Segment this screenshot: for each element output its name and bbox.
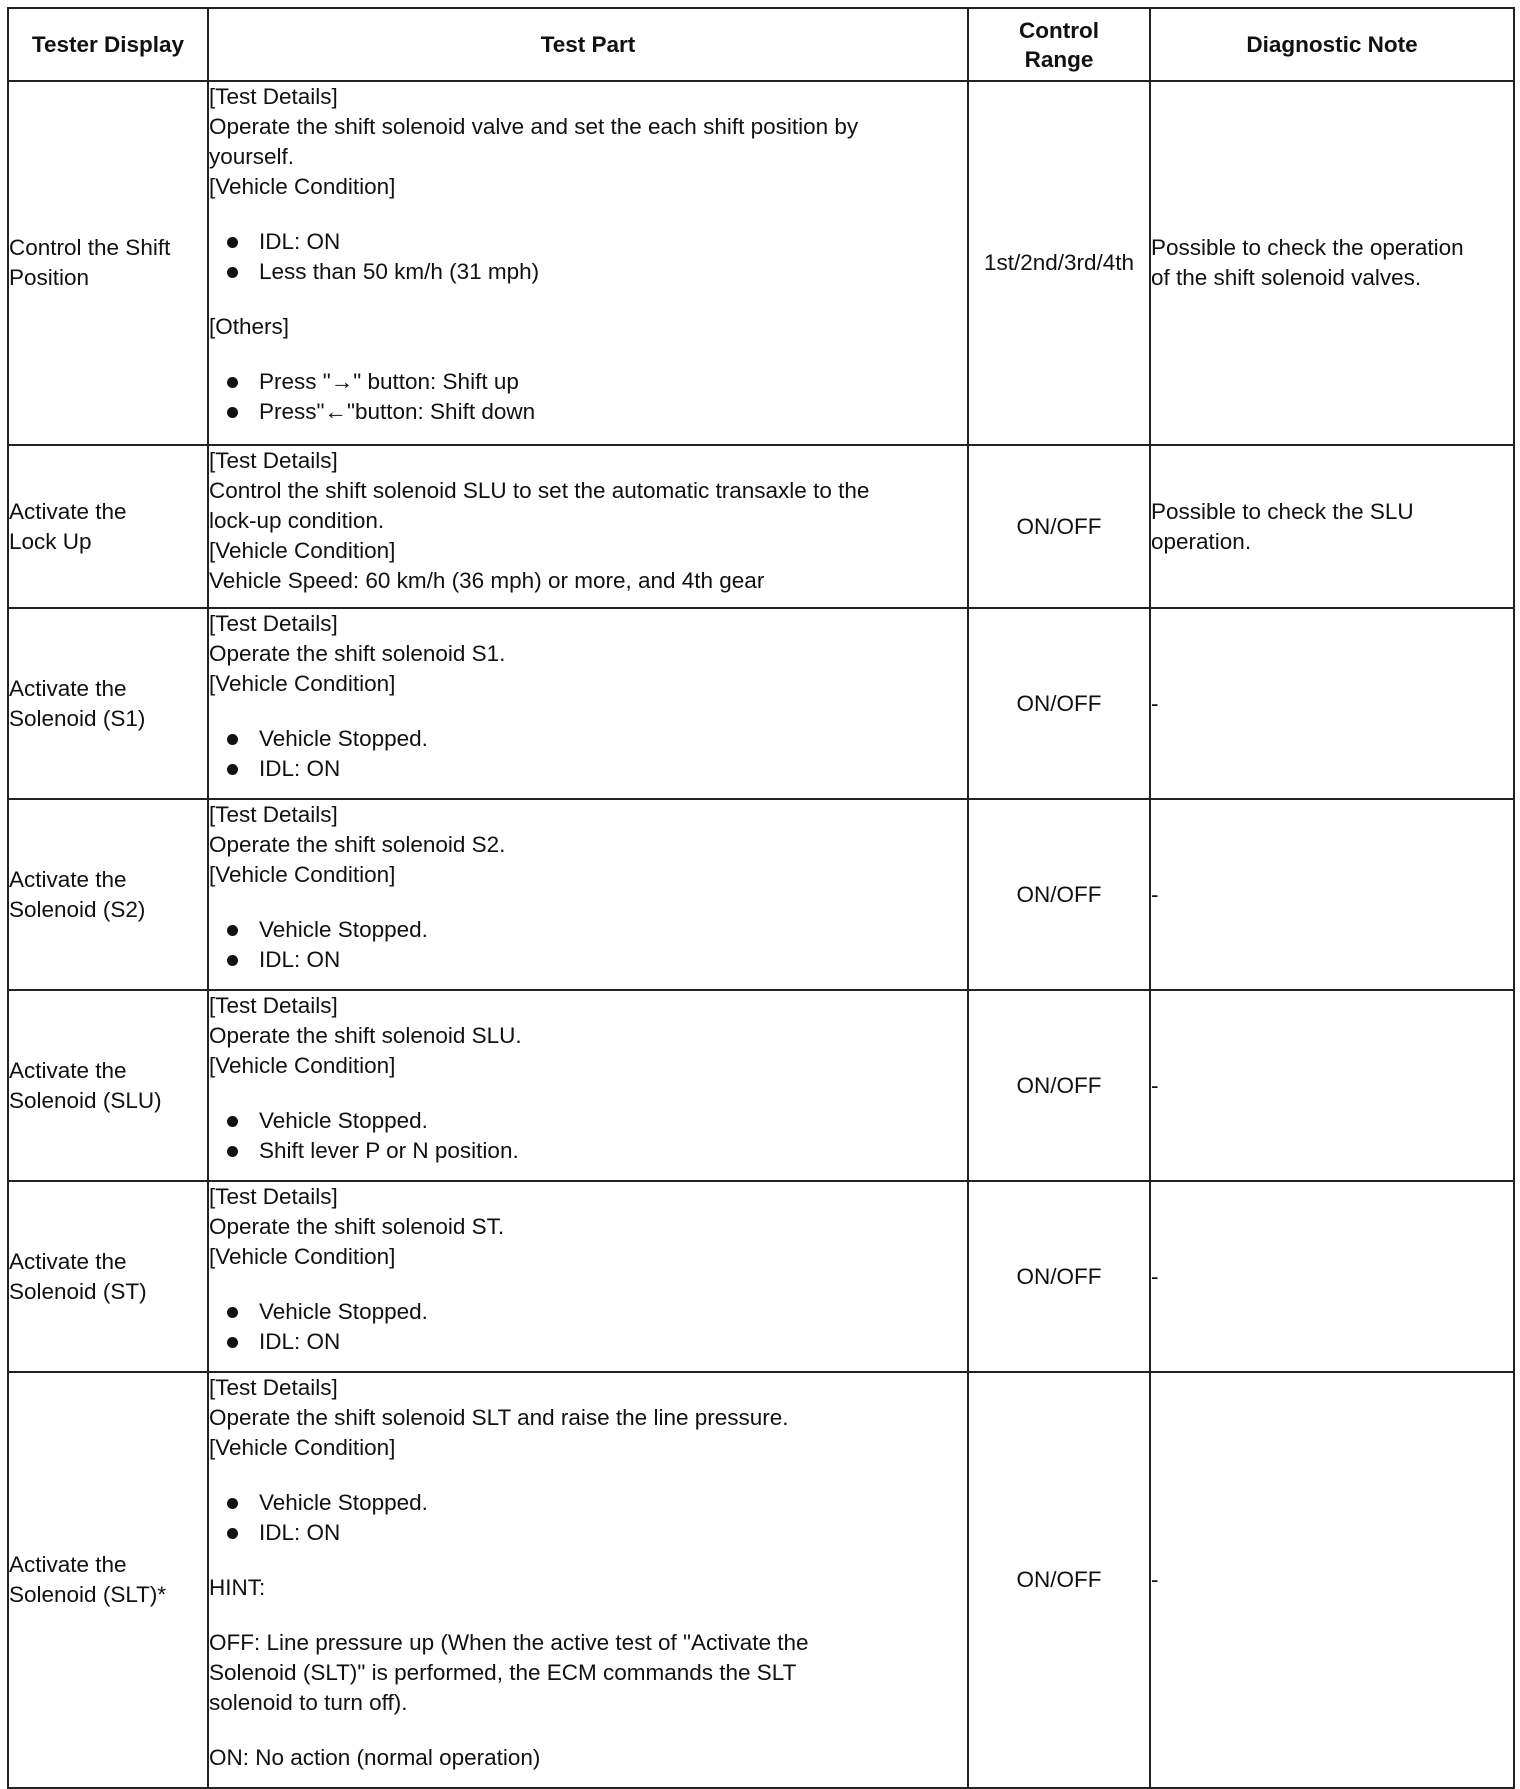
test-part-cell xyxy=(208,608,968,799)
diagnostic-note-cell: - xyxy=(1150,1372,1514,1788)
others-list xyxy=(209,367,967,427)
bullet-icon xyxy=(227,1498,238,1509)
tester-display-line: Lock Up xyxy=(9,528,92,554)
header-diagnostic-note: Diagnostic Note xyxy=(1150,8,1514,81)
test-part-cell xyxy=(208,81,968,445)
control-range-cell: 1st/2nd/3rd/4th xyxy=(968,81,1150,445)
table-row xyxy=(8,445,1514,608)
table-row xyxy=(8,1181,1514,1372)
table-header-row xyxy=(8,8,1514,81)
header-control-range xyxy=(968,8,1150,81)
condition-text: IDL: ON xyxy=(259,1520,341,1545)
condition-list xyxy=(209,1297,967,1357)
bullet-icon xyxy=(227,955,238,966)
list-item xyxy=(209,1106,967,1136)
test-details-text: Operate the shift solenoid SLT and raise the line pressure. xyxy=(209,1405,789,1430)
test-part-cell xyxy=(208,1372,968,1788)
tester-display-line: Solenoid (SLT)* xyxy=(9,1582,167,1607)
vehicle-condition-label: [Vehicle Condition] xyxy=(209,538,396,563)
test-details-text: Operate the shift solenoid SLU. xyxy=(209,1023,522,1048)
diagnostic-note-cell: - xyxy=(1150,608,1514,799)
test-part-cell xyxy=(208,1181,968,1372)
tester-display-cell xyxy=(8,81,208,445)
test-details-text: Control the shift solenoid SLU to set the automatic transaxle to the xyxy=(209,478,870,503)
bullet-icon xyxy=(227,1116,238,1127)
list-item xyxy=(209,397,967,427)
diagnostic-note-cell: - xyxy=(1150,799,1514,990)
list-item xyxy=(209,257,967,287)
test-details-label: [Test Details] xyxy=(209,1184,338,1209)
bullet-icon xyxy=(227,237,238,248)
header-test-part: Test Part xyxy=(208,8,968,81)
condition-text: Vehicle Stopped. xyxy=(259,1299,428,1324)
vehicle-condition-label: [Vehicle Condition] xyxy=(209,1053,396,1078)
diagnostic-note-line: Possible to check the SLU xyxy=(1151,498,1414,524)
condition-text: Vehicle Speed: 60 km/h (36 mph) or more, and 4th gear xyxy=(209,568,765,593)
test-details-label: [Test Details] xyxy=(209,448,338,473)
others-label: [Others] xyxy=(209,314,290,339)
tester-display-line: Control the Shift xyxy=(9,235,171,260)
test-part-cell xyxy=(208,799,968,990)
condition-text: Shift lever P or N position. xyxy=(259,1138,519,1163)
diagnostic-note-cell xyxy=(1150,445,1514,608)
bullet-icon xyxy=(227,267,238,278)
tester-display-line: Activate the xyxy=(9,866,127,892)
table-row xyxy=(8,990,1514,1181)
test-details-text: yourself. xyxy=(209,144,295,169)
table-row xyxy=(8,799,1514,990)
tester-display-line: Solenoid (S1) xyxy=(9,705,146,731)
table-row xyxy=(8,81,1514,445)
header-control-range-line2: Range xyxy=(1024,46,1094,72)
test-details-label: [Test Details] xyxy=(209,802,338,827)
bullet-icon xyxy=(227,407,238,418)
tester-display-line: Solenoid (ST) xyxy=(9,1278,147,1304)
tester-display-cell xyxy=(8,1181,208,1372)
control-range-cell: ON/OFF xyxy=(968,608,1150,799)
bullet-icon xyxy=(227,377,238,388)
list-item xyxy=(209,915,967,945)
list-item xyxy=(209,1136,967,1166)
test-details-text: Operate the shift solenoid ST. xyxy=(209,1214,505,1239)
tester-display-cell xyxy=(8,1372,208,1788)
condition-list xyxy=(209,1106,967,1166)
tester-display-cell xyxy=(8,608,208,799)
vehicle-condition-label: [Vehicle Condition] xyxy=(209,862,396,887)
test-details-label: [Test Details] xyxy=(209,1375,338,1400)
list-item xyxy=(209,1518,967,1548)
vehicle-condition-label: [Vehicle Condition] xyxy=(209,1435,396,1460)
bullet-icon xyxy=(227,925,238,936)
others-text: Press "→" button: Shift up xyxy=(259,369,519,394)
bullet-icon xyxy=(227,1528,238,1539)
tester-display-line: Solenoid (SLU) xyxy=(9,1087,162,1113)
hint-on-text: ON: No action (normal operation) xyxy=(209,1745,541,1770)
list-item xyxy=(209,724,967,754)
header-tester-display: Tester Display xyxy=(8,8,208,81)
vehicle-condition-label: [Vehicle Condition] xyxy=(209,174,396,199)
condition-text: IDL: ON xyxy=(259,947,341,972)
control-range-cell: ON/OFF xyxy=(968,990,1150,1181)
test-details-label: [Test Details] xyxy=(209,84,338,109)
tester-display-line: Activate the xyxy=(9,498,127,524)
test-details-text: Operate the shift solenoid valve and set the each shift position by xyxy=(209,114,859,139)
test-details-text: Operate the shift solenoid S1. xyxy=(209,641,506,666)
tester-display-line: Solenoid (S2) xyxy=(9,896,146,922)
list-item xyxy=(209,367,967,397)
list-item xyxy=(209,1327,967,1357)
table-row xyxy=(8,608,1514,799)
tester-display-cell xyxy=(8,445,208,608)
vehicle-condition-label: [Vehicle Condition] xyxy=(209,1244,396,1269)
test-details-label: [Test Details] xyxy=(209,993,338,1018)
list-item xyxy=(209,1297,967,1327)
bullet-icon xyxy=(227,1307,238,1318)
header-control-range-line1: Control xyxy=(1019,17,1099,43)
vehicle-condition-label: [Vehicle Condition] xyxy=(209,671,396,696)
table-row xyxy=(8,1372,1514,1788)
tester-display-line: Position xyxy=(9,265,90,290)
hint-label: HINT: xyxy=(209,1575,266,1600)
bullet-icon xyxy=(227,1146,238,1157)
control-range-cell: ON/OFF xyxy=(968,445,1150,608)
tester-display-line: Activate the xyxy=(9,1552,127,1577)
diagnostic-note-line: Possible to check the operation xyxy=(1151,235,1464,260)
hint-off-text: Solenoid (SLT)" is performed, the ECM commands the SLT xyxy=(209,1660,797,1685)
condition-text: IDL: ON xyxy=(259,1329,341,1354)
bullet-icon xyxy=(227,734,238,745)
condition-text: IDL: ON xyxy=(259,229,341,254)
condition-text: Vehicle Stopped. xyxy=(259,1490,428,1515)
bullet-icon xyxy=(227,1337,238,1348)
hint-off-text: OFF: Line pressure up (When the active test of "Activate the xyxy=(209,1630,809,1655)
tester-display-cell xyxy=(8,990,208,1181)
condition-text: Vehicle Stopped. xyxy=(259,1108,428,1133)
control-range-cell: ON/OFF xyxy=(968,799,1150,990)
test-part-cell xyxy=(208,990,968,1181)
tester-display-cell xyxy=(8,799,208,990)
hint-off-text: solenoid to turn off). xyxy=(209,1690,408,1715)
test-details-label: [Test Details] xyxy=(209,611,338,636)
condition-list xyxy=(209,724,967,784)
control-range-cell: ON/OFF xyxy=(968,1181,1150,1372)
list-item xyxy=(209,754,967,784)
active-test-table xyxy=(7,7,1515,1789)
diagnostic-note-cell: - xyxy=(1150,990,1514,1181)
list-item xyxy=(209,227,967,257)
others-text: Press"←"button: Shift down xyxy=(259,399,536,424)
test-details-text: Operate the shift solenoid S2. xyxy=(209,832,506,857)
tester-display-line: Activate the xyxy=(9,1057,127,1083)
diagnostic-note-cell xyxy=(1150,81,1514,445)
condition-text: Less than 50 km/h (31 mph) xyxy=(259,259,540,284)
list-item xyxy=(209,1488,967,1518)
condition-list xyxy=(209,227,967,287)
tester-display-line: Activate the xyxy=(9,1248,127,1274)
condition-text: Vehicle Stopped. xyxy=(259,726,428,751)
control-range-cell: ON/OFF xyxy=(968,1372,1150,1788)
condition-list xyxy=(209,915,967,975)
diagnostic-note-line: operation. xyxy=(1151,528,1252,554)
condition-text: Vehicle Stopped. xyxy=(259,917,428,942)
test-details-text: lock-up condition. xyxy=(209,508,385,533)
test-part-cell xyxy=(208,445,968,608)
bullet-icon xyxy=(227,764,238,775)
diagnostic-note-line: of the shift solenoid valves. xyxy=(1151,265,1422,290)
diagnostic-note-cell: - xyxy=(1150,1181,1514,1372)
list-item xyxy=(209,945,967,975)
condition-text: IDL: ON xyxy=(259,756,341,781)
condition-list xyxy=(209,1488,967,1548)
tester-display-line: Activate the xyxy=(9,675,127,701)
